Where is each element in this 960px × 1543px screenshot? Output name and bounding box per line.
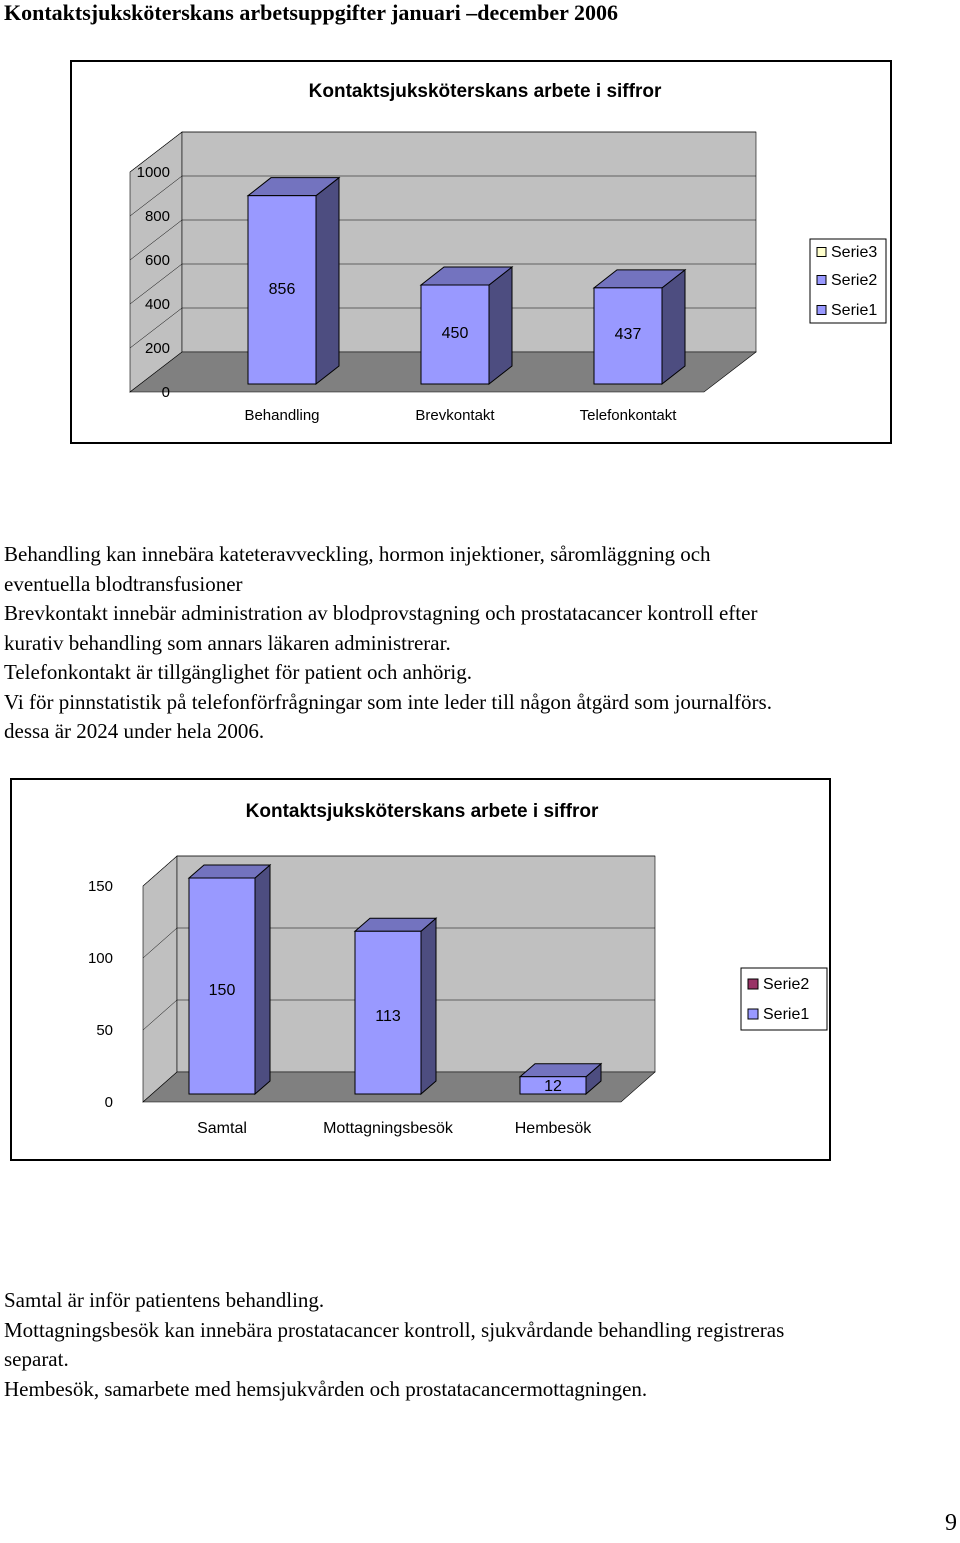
text-line: separat. [4, 1347, 69, 1371]
y-tick-label: 400 [144, 296, 170, 313]
legend-swatch [817, 248, 826, 257]
category-label: Samtal [197, 1120, 247, 1137]
paragraph-2 [4, 1286, 784, 1404]
text-line: Vi för pinnstatistik på telefonförfrågningar som inte leder till någon åtgärd som journalförs. [4, 689, 772, 714]
y-tick-label: 1000 [136, 164, 170, 181]
y-tick-label: 50 [96, 1022, 113, 1039]
text-line: eventuella blodtransfusioner [4, 571, 243, 596]
text-line: Behandling kan innebära kateteravveckling, hormon injektioner, såromläggning och [4, 542, 711, 566]
legend-label: Serie2 [763, 976, 810, 993]
data-label: 437 [614, 326, 642, 343]
y-tick-label: 600 [144, 252, 170, 269]
chart-1-svg [72, 62, 894, 446]
data-label: 12 [544, 1078, 562, 1095]
category-label: Telefonkontakt [579, 407, 677, 424]
text-line: Mottagningsbesök kan innebära prostatacancer kontroll, sjukvårdande behandling registreras [4, 1317, 785, 1342]
bar-side [316, 178, 339, 384]
side-wall [143, 856, 177, 1102]
text-line: Telefonkontakt är tillgänglighet för patient och anhörig. [4, 660, 472, 684]
y-tick-label: 0 [104, 1094, 113, 1111]
chart-2-frame [10, 778, 831, 1161]
data-label: 856 [268, 281, 296, 298]
data-label: 450 [441, 325, 469, 342]
legend-swatch [748, 979, 758, 989]
bar-side [662, 270, 685, 384]
data-label: 113 [375, 1008, 401, 1025]
legend-label: Serie1 [831, 302, 878, 319]
legend-label: Serie3 [831, 244, 878, 261]
category-label: Brevkontakt [415, 407, 495, 424]
chart-2-svg [12, 780, 833, 1163]
legend-swatch [817, 306, 826, 315]
data-label: 150 [208, 982, 236, 999]
bar-top [520, 1064, 601, 1077]
bar-top [189, 865, 270, 878]
chart-title: Kontaktsjuksköterskans arbete i siffror [308, 81, 662, 102]
chart-title: Kontaktsjuksköterskans arbete i siffror [245, 801, 599, 822]
y-tick-label: 800 [144, 208, 170, 225]
bar-side [421, 918, 436, 1094]
y-tick-label: 200 [144, 340, 170, 357]
text-line: Hembesök, samarbete med hemsjukvården och prostatacancermottagningen. [4, 1376, 648, 1401]
category-label: Behandling [244, 407, 320, 424]
legend-swatch [817, 276, 826, 285]
y-tick-label: 150 [87, 878, 113, 895]
bar-side [255, 865, 270, 1094]
category-label: Hembesök [514, 1120, 592, 1137]
text-line: kurativ behandling som annars läkaren administrerar. [4, 630, 451, 655]
text-line: dessa är 2024 under hela 2006. [4, 719, 265, 743]
page-number: 9 [945, 1510, 957, 1536]
text-line: Brevkontakt innebär administration av blodprovstagning och prostatacancer kontroll efter [4, 601, 758, 625]
legend-label: Serie1 [763, 1006, 810, 1023]
legend-swatch [748, 1009, 758, 1019]
legend-label: Serie2 [831, 272, 878, 289]
page-heading: Kontaktsjuksköterskans arbetsuppgifter januari –december 2006 [4, 0, 618, 25]
chart-1-frame [70, 60, 892, 444]
category-label: Mottagningsbesök [323, 1120, 453, 1137]
y-tick-label: 100 [87, 950, 113, 967]
text-line: Samtal är inför patientens behandling. [4, 1288, 325, 1312]
paragraph-1 [4, 540, 772, 747]
bar-top [355, 918, 436, 931]
y-tick-label: 0 [161, 384, 170, 401]
bar-side [489, 267, 512, 384]
